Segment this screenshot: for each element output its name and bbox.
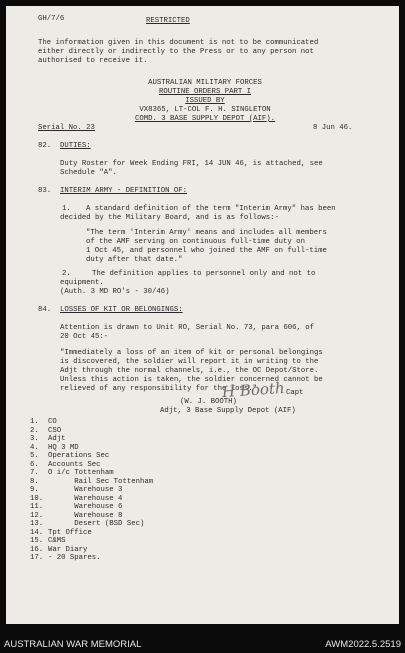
serial-number: Serial No. 23 (38, 124, 95, 132)
item-84-quote-line-3: Adjt through the normal channels, i.e., the OC Depot/Store. (60, 367, 319, 375)
distribution-entry: C&MS (48, 537, 66, 545)
distribution-number: 1. (30, 418, 39, 426)
distribution-entry: Operations Sec (48, 452, 110, 460)
handwritten-signature: H Booth (221, 378, 286, 402)
distribution-number: 17. (30, 554, 44, 562)
distribution-entry: Warehouse 4 (48, 494, 123, 503)
item-84-quote-line-1: "Immediately a loss of an item of kit or personal belongings (60, 349, 323, 357)
document-date: 8 Jun 46. (313, 124, 353, 132)
distribution-entry: CO (48, 418, 57, 426)
item-83-para-1-number: 1. (62, 205, 71, 213)
warning-line-1: The information given in this document is not to be communicated (38, 39, 319, 47)
item-83-quote-line-4: duty after that date." (86, 256, 183, 264)
item-82-body-line-2: Schedule "A". (60, 169, 117, 177)
classification-stamp: RESTRICTED (146, 17, 190, 25)
distribution-number: 16. (30, 545, 44, 554)
signatory-title: Adjt, 3 Base Supply Depot (AIF) (160, 407, 296, 415)
distribution-number: 6. (30, 460, 39, 469)
footer-accession-number: AWM2022.5.2519 (325, 639, 401, 650)
distribution-number: 15. (30, 537, 44, 545)
item-84-body-line-1: Attention is drawn to Unit RO, Serial No. 73, para 606, of (60, 324, 314, 332)
distribution-number: 5. (30, 452, 39, 460)
item-83-para-1-line-2: decided by the Military Board, and is as follows:- (60, 214, 279, 222)
distribution-number: 7. (30, 469, 39, 477)
item-83-quote-line-1: "The term 'Interim Army' means and includes all members (86, 229, 327, 237)
item-83-para-1-line-1: A standard definition of the term "Interim Army" has been (86, 205, 336, 213)
item-84-body-line-2: 20 Oct 45:- (60, 333, 109, 341)
distribution-entry: - 20 Spares. (48, 554, 101, 562)
distribution-number: 11. (30, 503, 44, 511)
heading-line-4: VX8365, LT-COL F. H. SINGLETON (139, 106, 271, 114)
signatory-name: (W. J. BOOTH) (180, 398, 237, 406)
heading-line-3: ISSUED BY (185, 97, 225, 105)
heading-line-5: COMD. 3 BASE SUPPLY DEPOT (AIF). (134, 115, 276, 123)
file-reference: GH/7/6 (38, 15, 65, 23)
item-83-number: 83. (38, 187, 52, 195)
distribution-number: 2. (30, 426, 39, 435)
item-82-title: DUTIES: (60, 142, 91, 150)
distribution-entry: Warehouse 6 (48, 503, 123, 511)
item-84-quote-line-2: is discovered, the soldier will report it in writing to the (60, 358, 319, 366)
distribution-number: 13. (30, 520, 44, 528)
distribution-entry: Rail Sec Tottenham (48, 477, 154, 486)
item-84-title: LOSSES OF KIT OR BELONGINGS: (60, 306, 183, 314)
distribution-entry: Accounts Sec (48, 460, 101, 469)
item-84-number: 84. (38, 306, 52, 314)
distribution-number: 10. (30, 494, 44, 503)
heading-line-2: ROUTINE ORDERS PART I (159, 88, 251, 96)
item-83-para-2-line-2: equipment. (60, 279, 104, 287)
item-83-title: INTERIM ARMY - DEFINITION OF: (60, 187, 187, 195)
item-82-body-line-1: Duty Roster for Week Ending FRI, 14 JUN 46, is attached, see (60, 160, 323, 168)
distribution-number: 4. (30, 443, 39, 452)
distribution-entry: War Diary (48, 545, 88, 554)
footer-bar (0, 628, 405, 653)
heading-line-1: AUSTRALIAN MILITARY FORCES (148, 79, 262, 87)
item-83-quote-line-3: 1 Oct 45, and personnel who joined the AMF on full-time (86, 247, 327, 255)
item-84-quote-line-4: Unless this action is taken, the soldier concerned cannot be (60, 376, 323, 384)
item-83-para-2-number: 2. (62, 270, 71, 278)
footer-source: AUSTRALIAN WAR MEMORIAL (4, 639, 142, 650)
item-83-authority: (Auth. 3 MD RO's - 30/46) (60, 288, 170, 296)
distribution-entry: Desert (BSD Sec) (48, 520, 145, 528)
distribution-entry: O i/c Tottenham (48, 469, 114, 477)
item-83-quote-line-2: of the AMF serving on continuous full-time duty on (86, 238, 305, 246)
item-84-quote-line-5: relieved of any responsibility for the loss." (60, 385, 258, 393)
warning-line-3: authorised to receive it. (38, 57, 148, 65)
distribution-number: 8. (30, 477, 39, 486)
item-83-para-2-line-1: The definition applies to personnel only and not to (92, 270, 316, 278)
distribution-entry: Warehouse 3 (48, 486, 123, 494)
item-82-number: 82. (38, 142, 52, 150)
signatory-rank: Capt (286, 389, 304, 397)
distribution-number: 3. (30, 435, 39, 443)
distribution-entry: HQ 3 MD (48, 443, 79, 452)
distribution-entry: CSO (48, 426, 62, 435)
warning-line-2: either directly or indirectly to the Press or to any person not (38, 48, 314, 56)
distribution-number: 12. (30, 511, 44, 520)
distribution-entry: Adjt (48, 435, 66, 443)
distribution-entry: Tpt Office (48, 528, 92, 537)
distribution-entry: Warehouse 8 (48, 511, 123, 520)
distribution-number: 9. (30, 486, 39, 494)
distribution-number: 14. (30, 528, 44, 537)
